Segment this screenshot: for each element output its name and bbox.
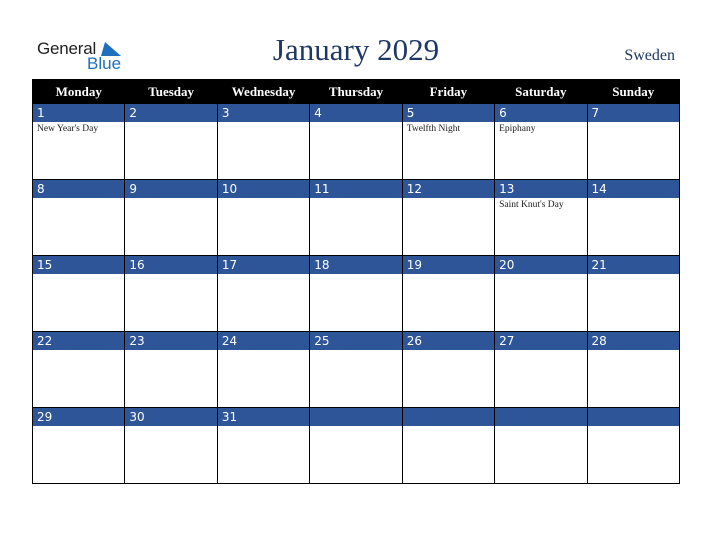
- day-cell[interactable]: [495, 332, 587, 408]
- weekday-header: Saturday: [495, 80, 587, 104]
- holiday-label: [588, 274, 679, 276]
- day-cell[interactable]: [587, 104, 679, 180]
- holiday-label: [310, 350, 401, 352]
- day-number: 8: [33, 180, 124, 198]
- day-number: 21: [588, 256, 679, 274]
- day-number: 2: [125, 104, 216, 122]
- day-cell[interactable]: [217, 332, 309, 408]
- holiday-label: [125, 350, 216, 352]
- day-number: 17: [218, 256, 309, 274]
- day-cell[interactable]: [125, 256, 217, 332]
- day-cell[interactable]: [310, 332, 402, 408]
- day-number: 29: [33, 408, 124, 426]
- day-cell[interactable]: [217, 180, 309, 256]
- day-cell[interactable]: [310, 256, 402, 332]
- logo-text-blue: Blue: [87, 54, 122, 73]
- day-cell[interactable]: [217, 256, 309, 332]
- country-label: Sweden: [624, 47, 675, 64]
- day-cell[interactable]: [125, 104, 217, 180]
- day-number: 12: [403, 180, 494, 198]
- holiday-label: Saint Knut's Day: [499, 200, 564, 210]
- weekday-header: Wednesday: [217, 80, 309, 104]
- holiday-label: [218, 426, 309, 428]
- day-number: 26: [403, 332, 494, 350]
- day-cell[interactable]: [33, 104, 125, 180]
- holiday-label: [310, 274, 401, 276]
- day-number: 16: [125, 256, 216, 274]
- weekday-header: Tuesday: [125, 80, 217, 104]
- day-cell[interactable]: [402, 332, 494, 408]
- holiday-label: [33, 274, 124, 276]
- holiday-label: [588, 426, 679, 428]
- holiday-label: [403, 426, 494, 428]
- calendar-week-row: [33, 256, 680, 332]
- day-number: 1: [33, 104, 124, 122]
- weekday-header: Sunday: [587, 80, 679, 104]
- day-cell[interactable]: [402, 104, 494, 180]
- day-number: 11: [310, 180, 401, 198]
- day-cell[interactable]: [402, 256, 494, 332]
- holiday-label: [403, 198, 494, 200]
- day-cell[interactable]: [125, 180, 217, 256]
- day-number: 24: [218, 332, 309, 350]
- holiday-label: [125, 426, 216, 428]
- holiday-label: [218, 274, 309, 276]
- calendar-week-row: [33, 408, 680, 484]
- day-cell[interactable]: [495, 180, 587, 256]
- calendar-week-row: [33, 104, 680, 180]
- day-number: [403, 408, 494, 426]
- holiday-label: [403, 274, 494, 276]
- holiday-label: [218, 350, 309, 352]
- day-cell[interactable]: [33, 408, 125, 484]
- day-cell[interactable]: [495, 408, 587, 484]
- weekday-header: Thursday: [310, 80, 402, 104]
- day-number: 23: [125, 332, 216, 350]
- day-cell[interactable]: [125, 408, 217, 484]
- day-cell[interactable]: [125, 332, 217, 408]
- holiday-label: [33, 198, 124, 200]
- day-cell[interactable]: [587, 256, 679, 332]
- day-number: 10: [218, 180, 309, 198]
- day-number: [310, 408, 401, 426]
- day-number: [588, 408, 679, 426]
- holiday-label: [125, 198, 216, 200]
- day-cell[interactable]: [33, 256, 125, 332]
- day-number: 31: [218, 408, 309, 426]
- holiday-label: [310, 198, 401, 200]
- day-cell[interactable]: [402, 180, 494, 256]
- calendar-grid: [32, 79, 680, 484]
- holiday-label: New Year's Day: [37, 124, 99, 134]
- holiday-label: [125, 274, 216, 276]
- holiday-label: [33, 426, 124, 428]
- holiday-label: Twelfth Night: [406, 124, 461, 134]
- holiday-label: [218, 198, 309, 200]
- day-cell[interactable]: [402, 408, 494, 484]
- holiday-label: [588, 350, 679, 352]
- holiday-label: [218, 122, 309, 124]
- holiday-label: [310, 426, 401, 428]
- calendar-week-row: [33, 180, 680, 256]
- day-number: 15: [33, 256, 124, 274]
- holiday-label: [495, 350, 586, 352]
- day-number: 6: [495, 104, 586, 122]
- weekday-header: Friday: [402, 80, 494, 104]
- day-number: 27: [495, 332, 586, 350]
- day-number: 18: [310, 256, 401, 274]
- day-cell[interactable]: [33, 180, 125, 256]
- holiday-label: [588, 122, 679, 124]
- day-number: 7: [588, 104, 679, 122]
- holiday-label: [33, 350, 124, 352]
- day-cell[interactable]: [495, 104, 587, 180]
- day-number: 22: [33, 332, 124, 350]
- day-number: 5: [403, 104, 494, 122]
- day-number: 3: [218, 104, 309, 122]
- day-number: 30: [125, 408, 216, 426]
- day-number: 25: [310, 332, 401, 350]
- day-cell[interactable]: [33, 332, 125, 408]
- day-cell[interactable]: [217, 104, 309, 180]
- day-cell[interactable]: [310, 180, 402, 256]
- day-number: 28: [588, 332, 679, 350]
- holiday-label: [403, 350, 494, 352]
- day-number: 9: [125, 180, 216, 198]
- day-number: 4: [310, 104, 401, 122]
- day-cell[interactable]: [587, 332, 679, 408]
- holiday-label: [588, 198, 679, 200]
- calendar-week-row: [33, 332, 680, 408]
- holiday-label: [125, 122, 216, 124]
- day-number: 13: [495, 180, 586, 198]
- day-number: [495, 408, 586, 426]
- holiday-label: [495, 274, 586, 276]
- day-cell[interactable]: [310, 408, 402, 484]
- weekday-header-row: [33, 80, 680, 104]
- logo-text-general: General: [37, 39, 97, 58]
- calendar-title: January 2029: [272, 32, 440, 67]
- holiday-label: [310, 122, 401, 124]
- weekday-header: Monday: [33, 80, 125, 104]
- day-number: 14: [588, 180, 679, 198]
- day-number: 20: [495, 256, 586, 274]
- day-number: 19: [403, 256, 494, 274]
- day-cell[interactable]: [587, 180, 679, 256]
- day-cell[interactable]: [495, 256, 587, 332]
- day-cell[interactable]: [310, 104, 402, 180]
- day-cell[interactable]: [587, 408, 679, 484]
- holiday-label: Epiphany: [499, 124, 536, 134]
- holiday-label: [495, 426, 586, 428]
- day-cell[interactable]: [217, 408, 309, 484]
